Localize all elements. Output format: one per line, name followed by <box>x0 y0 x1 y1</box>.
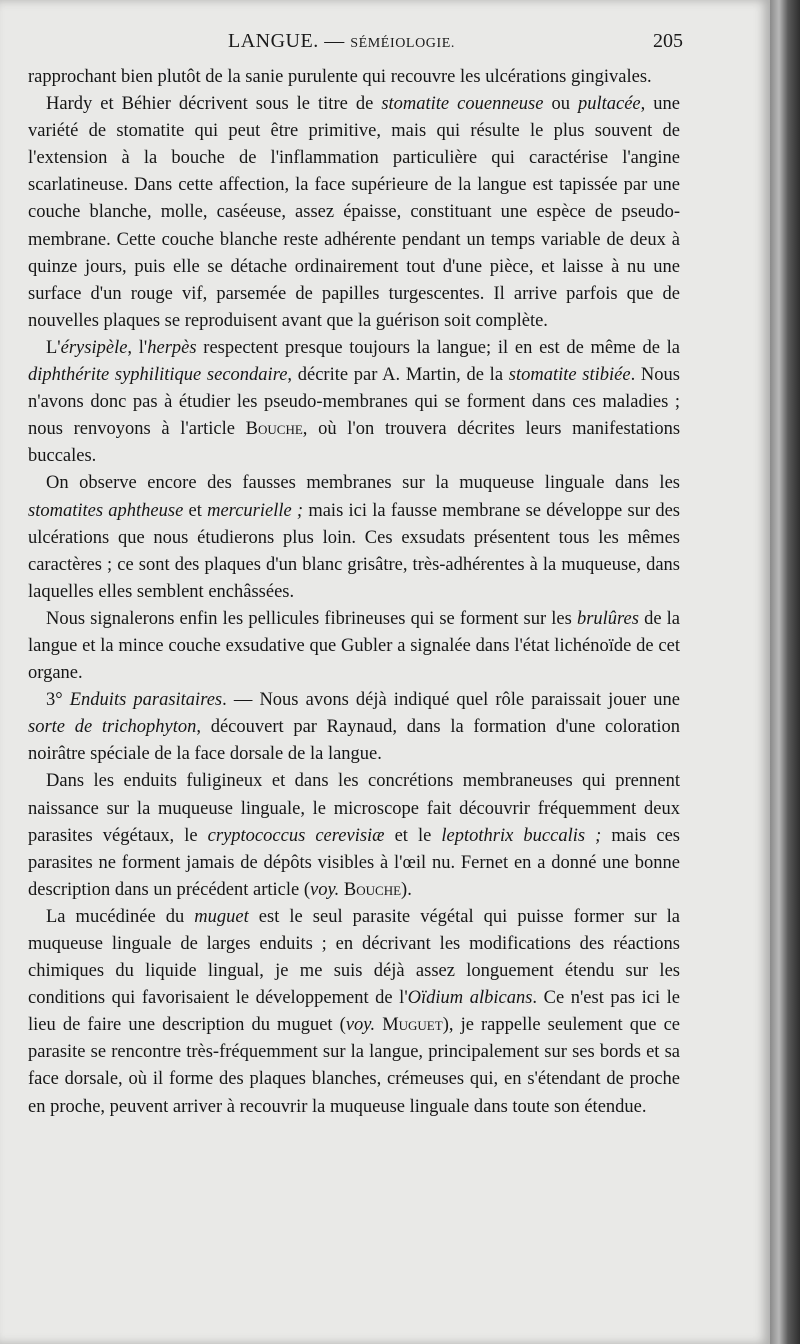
italic-run: voy. <box>310 879 340 900</box>
page-number: 205 <box>653 30 683 52</box>
text-run: , l' <box>127 337 148 358</box>
paragraph <box>28 64 680 91</box>
italic-run: érysipèle <box>60 337 128 358</box>
text-run: Hardy et Béhier décrivent sous le titre de <box>46 94 382 115</box>
paragraph <box>28 904 680 1121</box>
italic-run: brulûres <box>576 608 639 629</box>
text-run: On observe encore des fausses membranes sur la muqueuse linguale dans les <box>46 473 680 494</box>
text-run: , où l'on trouvera décrites leurs manifestations buccales. <box>28 419 681 467</box>
running-head <box>228 30 455 53</box>
text-run: L' <box>46 337 61 358</box>
running-section: SÉMÉIOLOGIE. <box>350 36 456 51</box>
text-run: . Ce n'est pas ici le lieu de faire une description du muguet ( <box>28 988 680 1036</box>
text-run: de la langue et la mince couche exsudative que Gubler a signalée dans l'état lichénoïde de cet organe. <box>28 608 681 684</box>
text-run: rapprochant bien plutôt de la sanie purulente qui recouvre les ulcérations gingivales. <box>28 67 652 87</box>
text-run: La mucédinée du <box>46 906 195 927</box>
small-caps-run: Bouche <box>245 419 303 440</box>
text-run: et <box>183 500 208 521</box>
text-run: . — Nous avons déjà indiqué quel rôle paraissait jouer une <box>222 690 680 711</box>
paragraph <box>28 470 680 605</box>
body-text <box>28 64 680 1121</box>
italic-run: Oïdium albicans <box>407 988 533 1009</box>
page-header <box>28 30 683 58</box>
italic-run: Enduits parasitaires <box>69 690 223 711</box>
text-run: , une variété de stomatite qui peut être primitive, mais qui résulte le plus souvent de l'extension à la bouche de l'inflammation particulière qui caractérise l'angine scarlatineuse. Dans cette affection, la face supérieure de la langue est tapissée par une couche blanche, molle, caséeuse, assez épaisse, constituant une espèce de pseudo-membrane. Cette couche blanche reste adhérente pendant un temps variable de deux à quinze jours, puis elle se détache ordinairement tout d'une pièce, et laisse à nu une surface d'un rouge vif, parsemée de papilles turgescentes. Il arrive parfois que de nouvelles plaques se reproduisent avant que la guérison soit complète. <box>28 94 681 331</box>
text-run: Nous signalerons enfin les pellicules fibrineuses qui se forment sur les <box>46 608 577 629</box>
italic-run: stomatite couenneuse <box>381 94 544 115</box>
text-run: , décrite par A. Martin, de la <box>287 365 509 386</box>
italic-run: cryptococcus cerevisiæ <box>207 825 385 846</box>
text-run: ), je rappelle seulement que ce parasite se rencontre très-fréquemment sur la langue, principalement sur ses bords et sa face dorsale, où il forme des plaques blanches, crémeuses qui, en s'étendant de proche en proche, peuvent arriver à recouvrir la muqueuse linguale dans toute son étendue. <box>28 1015 680 1117</box>
text-run: ou <box>543 94 578 115</box>
paragraph <box>28 687 680 768</box>
text-run: 3° <box>46 690 70 711</box>
text-run: mais ici la fausse membrane se développe sur des ulcérations que nous étudierons plus loin. Ces exsudats présentent tous les mêmes caractères ; ce sont des plaques d'un blanc grisâtre, très-adhérentes à la muqueuse, dans laquelles elles semblent enchâssées. <box>28 500 680 602</box>
text-run: . Nous n'avons donc pas à étudier les pseudo-membranes qui se forment dans ces maladies ; nous renvoyons à l'article <box>28 365 680 440</box>
italic-run: muguet <box>194 906 249 927</box>
paragraph <box>28 335 680 470</box>
text-run: est le seul parasite végétal qui puisse former sur la muqueuse linguale de larges enduits ; en décrivant les modifications des réactions chimiques du liquide lingual, je me suis déjà assez longuement étendu sur les conditions qui favorisaient le développement de l' <box>28 906 681 1009</box>
text-run: respectent presque toujours la langue; il en est de même de la <box>196 337 680 358</box>
italic-run: mercurielle ; <box>207 500 304 521</box>
italic-run: stomatite stibiée <box>508 365 631 386</box>
italic-run: leptothrix buccalis ; <box>441 825 602 846</box>
paragraph <box>28 91 680 335</box>
italic-run: pultacée <box>577 94 641 115</box>
italic-run: sorte de trichophyton <box>28 717 197 738</box>
text-run: ). <box>401 879 412 900</box>
text-run: Dans les enduits fuligineux et dans les concrétions membraneuses qui prennent naissance sur la muqueuse linguale, le microscope fait découvrir fréquemment deux parasites végétaux, le <box>28 771 680 846</box>
text-run: et le <box>384 825 442 846</box>
small-caps-run: Bouche <box>343 879 402 900</box>
paragraph <box>28 606 680 687</box>
italic-run: stomatites aphtheuse <box>28 500 184 521</box>
page-edge <box>770 0 800 1344</box>
running-title: LANGUE. <box>228 30 319 52</box>
text-run: mais ces parasites ne forment jamais de dépôts visibles à l'œil nu. Fernet en a donné une bonne description dans un précédent article ( <box>28 825 680 900</box>
italic-run: herpès <box>147 337 197 358</box>
small-caps-run: Muguet <box>382 1015 443 1036</box>
italic-run: voy. <box>345 1015 376 1036</box>
italic-run: diphthérite syphilitique secondaire <box>28 365 288 386</box>
paragraph <box>28 768 680 903</box>
text-run: , découvert par Raynaud, dans la formation d'une coloration noirâtre spéciale de la face dorsale de la langue. <box>28 717 680 765</box>
running-dash: — <box>324 30 345 52</box>
